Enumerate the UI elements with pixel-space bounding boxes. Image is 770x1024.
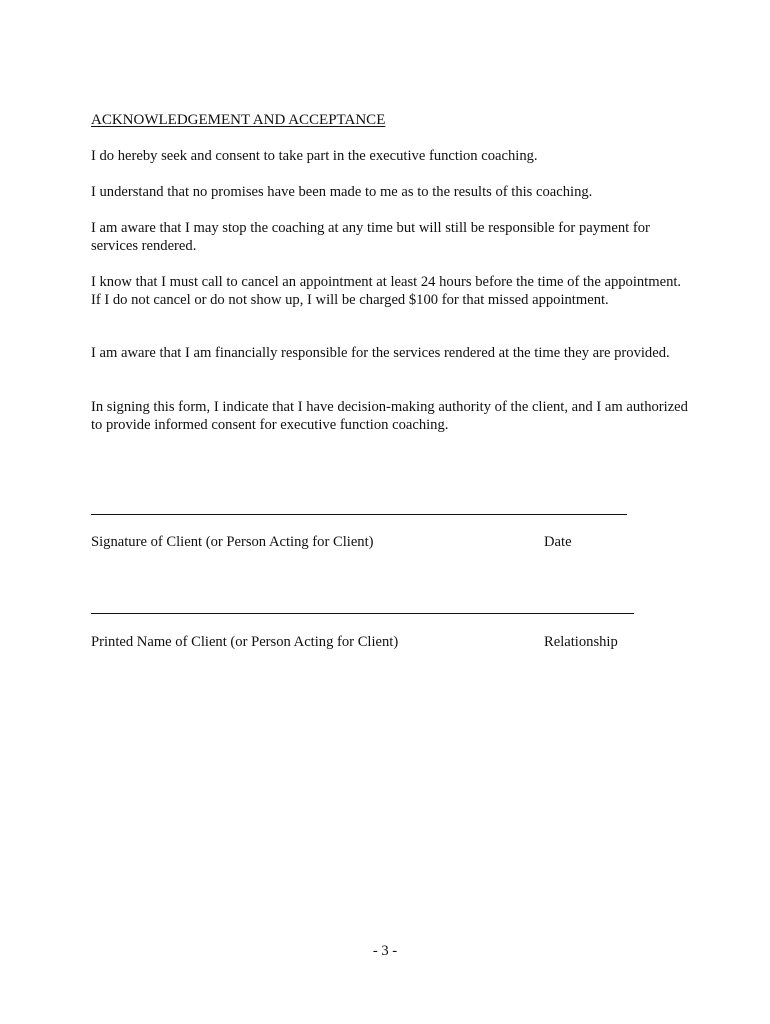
paragraph-authority: In signing this form, I indicate that I have decision-making authority of the client, and I am authorized to provide informed consent for executive function coaching. [91,399,688,433]
paragraph-consent: I do hereby seek and consent to take part in the executive function coaching. [91,148,538,164]
signature-line [91,514,627,515]
page-number: - 3 - [372,943,398,959]
section-heading: ACKNOWLEDGEMENT AND ACCEPTANCE [91,112,386,128]
relationship-label: Relationship [544,634,618,650]
paragraph-no-promises: I understand that no promises have been made to me as to the results of this coaching. [91,184,593,200]
date-label: Date [544,534,572,550]
paragraph-cancellation-policy: I know that I must call to cancel an appointment at least 24 hours before the time of the appointment. If I do not cancel or do not show up, I will be charged $100 for that missed appointment. [91,274,682,308]
printed-name-line [91,613,634,614]
paragraph-stop-coaching: I am aware that I may stop the coaching at any time but will still be responsible for payment for services rendered. [91,220,650,254]
paragraph-financial-responsibility: I am aware that I am financially responsible for the services rendered at the time they are provided. [91,345,670,361]
printed-name-label: Printed Name of Client (or Person Acting for Client) [91,634,399,650]
signature-label: Signature of Client (or Person Acting for Client) [91,534,374,550]
